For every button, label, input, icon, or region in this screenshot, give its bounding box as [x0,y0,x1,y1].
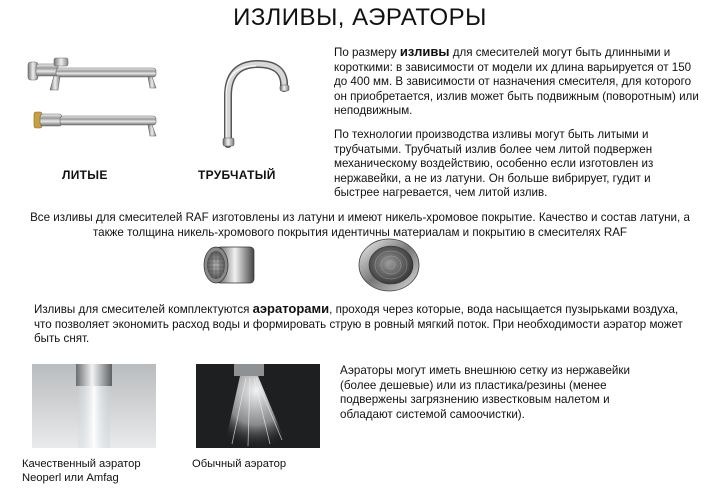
aerator-paragraph: Изливы для смесителей комплектуются аэраторами, проходя через которые, вода насыщается пузырьками воздуха, что позволяет экономить расход воды и формировать струю в ровный мягкий поток. При необходимости аэратор может быть снят. [34,301,683,346]
aerator-small-image [196,243,258,289]
regular-aerator-photo [196,364,320,448]
regular-aerator-caption: Обычный аэратор [192,458,287,470]
cast-spouts-label: ЛИТЫЕ [62,168,108,182]
cast-spouts-image [22,50,162,146]
mesh-paragraph: Аэраторы могут иметь внешнюю сетку из нержавейки (более дешевые) или из пластика/резины (менее подвержены загрязнению известковым налетом и обладают системой самоочистки). [340,364,630,421]
tubular-spout-label: ТРУБЧАТЫЙ [198,168,276,182]
quality-aerator-photo [32,364,156,448]
spout-keyword: изливы [399,44,450,59]
spout-size-paragraph: По размеру изливы для смесителей могут быть длинными и короткими: в зависимости от модели их длина варьируется от 150 до 400 мм. В зависимости от назначения смесителя, для которого он приобретается, излив может быть подвижным (поворотным) или неподвижным. [334,44,699,118]
raf-paragraph: Все изливы для смесителей RAF изготовлены из латуни и имеют никель-хромовое покрытие. Качество и состав латуни, а также толщина никель-хромового покрытия идентичны материалам и покрытию в смесителях RAF [30,211,690,239]
quality-aerator-caption: Качественный аэратор Neoperl или Amfag [22,458,141,484]
tubular-spout-image [206,52,296,152]
aerator-keyword: аэраторами [252,301,330,316]
aerator-large-image [356,233,422,293]
page-title: ИЗЛИВЫ, АЭРАТОРЫ [233,4,487,31]
technology-paragraph: По технологии производства изливы могут быть литыми и трубчатыми. Трубчатый излив более чем литой подвержен механическому воздействию, особенно если изготовлен из нержавейки, а не из латуни. Он больше вибрирует, гудит и быстрее нагревается, чем литой излив. [334,128,654,200]
